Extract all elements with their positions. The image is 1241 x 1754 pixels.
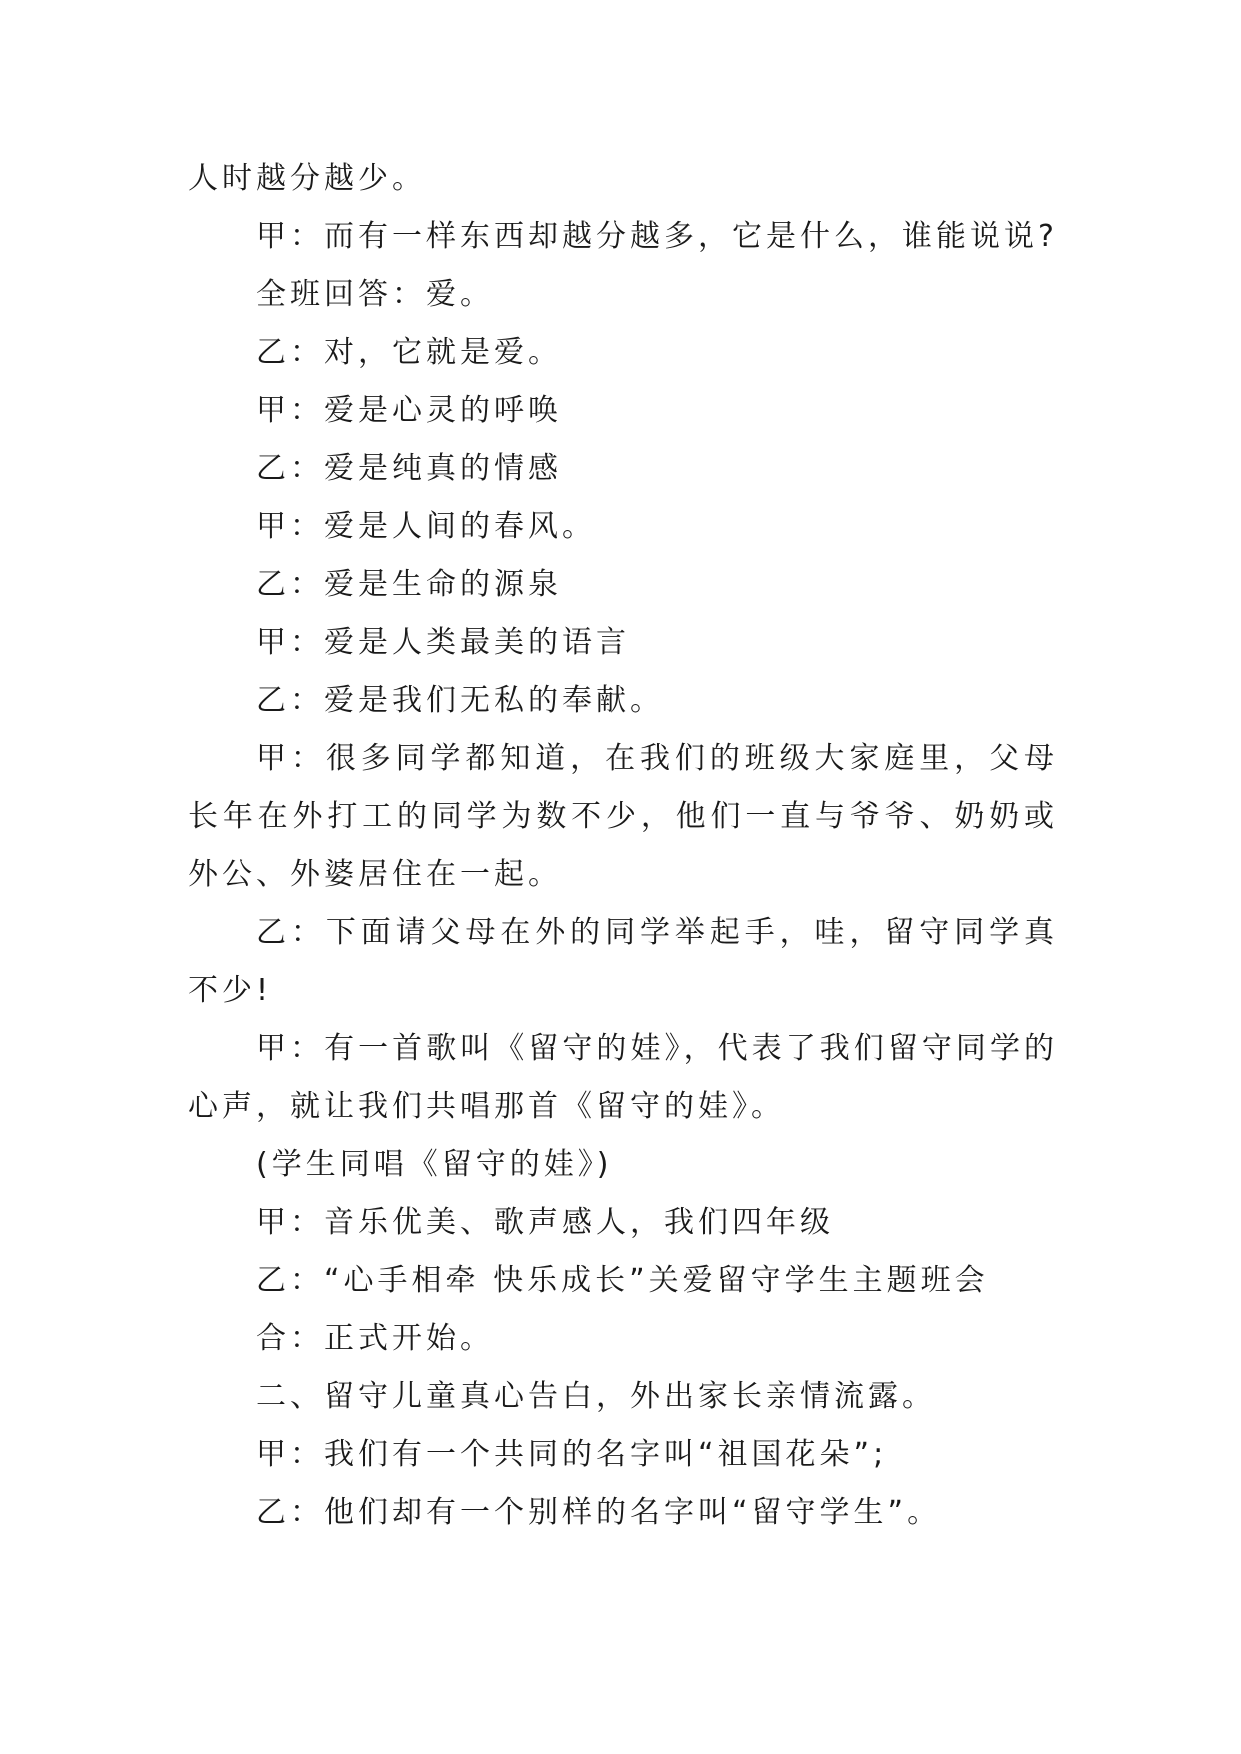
paragraph: 乙：爱是我们无私的奉献。 [256, 683, 664, 718]
paragraph: 全班回答：爱。 [256, 277, 494, 312]
paragraph: 甲：有一首歌叫《留守的娃》，代表了我们留守同学的心声，就让我们共唱那首《留守的娃》。 [188, 1031, 1058, 1124]
paragraph: 甲：音乐优美、歌声感人，我们四年级 [256, 1205, 834, 1240]
paragraph: 合：正式开始。 [256, 1321, 494, 1356]
paragraph: 人时越分越少。 [188, 161, 426, 196]
paragraph: (学生同唱《留守的娃》) [256, 1147, 613, 1182]
paragraph: 乙：爱是生命的源泉 [256, 567, 562, 602]
paragraph: 乙：爱是纯真的情感 [256, 451, 562, 486]
paragraph: 甲：爱是人类最美的语言 [256, 625, 630, 660]
paragraph: 甲：而有一样东西却越分越多，它是什么，谁能说说? [256, 219, 1058, 254]
paragraph: 乙：对，它就是爱。 [256, 335, 562, 370]
paragraph: 甲：很多同学都知道，在我们的班级大家庭里，父母长年在外打工的同学为数不少，他们一直与爷爷、奶奶或外公、外婆居住在一起。 [188, 741, 1058, 892]
paragraph: 二、留守儿童真心告白，外出家长亲情流露。 [256, 1379, 936, 1414]
paragraph: 乙：下面请父母在外的同学举起手，哇，留守同学真不少! [188, 915, 1058, 1008]
paragraph: 甲：我们有一个共同的名字叫“祖国花朵”; [256, 1437, 888, 1472]
paragraph: 乙：他们却有一个别样的名字叫“留守学生”。 [256, 1495, 942, 1530]
paragraph: 甲：爱是心灵的呼唤 [256, 393, 562, 428]
paragraph: 甲：爱是人间的春风。 [256, 509, 596, 544]
paragraph: 乙：“心手相牵 快乐成长”关爱留守学生主题班会 [256, 1263, 989, 1298]
body-text [188, 150, 1058, 1542]
